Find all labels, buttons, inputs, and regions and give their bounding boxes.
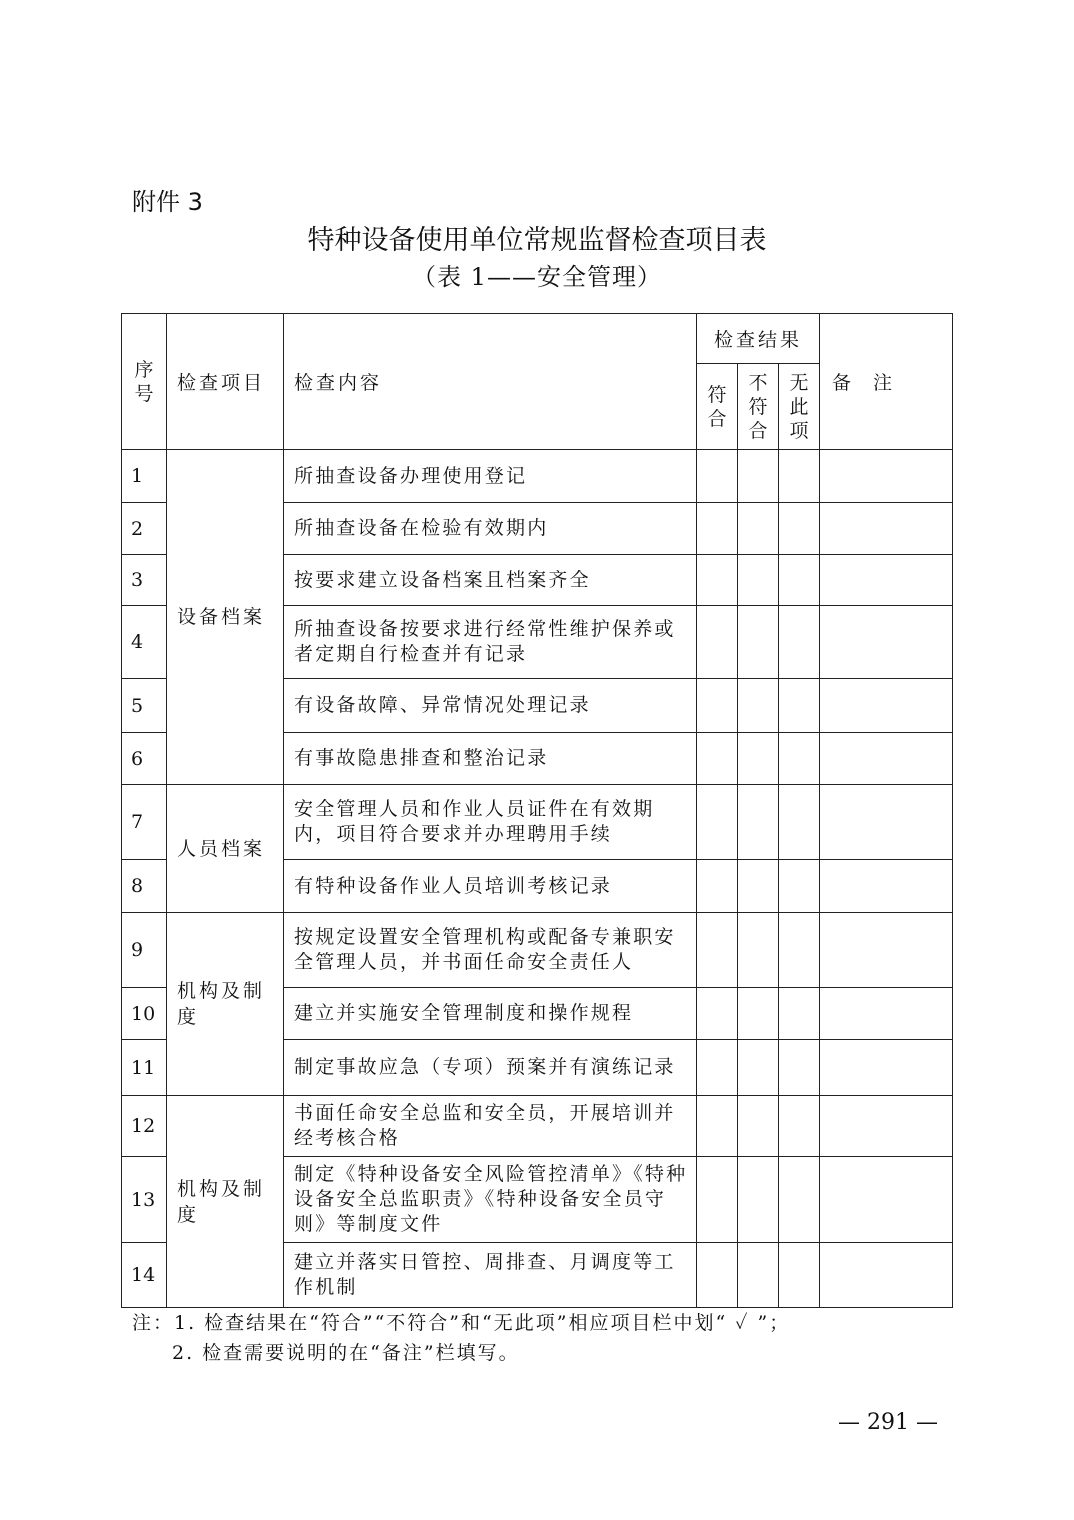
row-number: 1: [122, 450, 167, 503]
header-result: 检查结果: [697, 314, 820, 364]
note-cell[interactable]: [820, 503, 953, 555]
na-cell[interactable]: [779, 503, 820, 555]
note-line-2: 2. 检查需要说明的在“备注”栏填写。: [172, 1342, 520, 1364]
nonconform-cell[interactable]: [738, 555, 779, 606]
na-cell[interactable]: [779, 1157, 820, 1243]
nonconform-cell[interactable]: [738, 860, 779, 913]
note-cell[interactable]: [820, 606, 953, 679]
conform-cell[interactable]: [697, 988, 738, 1040]
inspection-table: [121, 313, 953, 1308]
na-cell[interactable]: [779, 450, 820, 503]
na-cell[interactable]: [779, 1040, 820, 1096]
row-content: 书面任命安全总监和安全员，开展培训并经考核合格: [284, 1096, 697, 1157]
conform-cell[interactable]: [697, 1096, 738, 1157]
na-cell[interactable]: [779, 1243, 820, 1308]
row-content: 所抽查设备在检验有效期内: [284, 503, 697, 555]
nonconform-cell[interactable]: [738, 1096, 779, 1157]
row-number: 9: [122, 913, 167, 988]
na-cell[interactable]: [779, 679, 820, 733]
na-cell[interactable]: [779, 785, 820, 860]
conform-cell[interactable]: [697, 913, 738, 988]
nonconform-cell[interactable]: [738, 988, 779, 1040]
nonconform-cell[interactable]: [738, 785, 779, 860]
note-cell[interactable]: [820, 555, 953, 606]
attachment-label: 附件 3: [132, 188, 203, 216]
na-cell[interactable]: [779, 988, 820, 1040]
note-cell[interactable]: [820, 785, 953, 860]
note-cell[interactable]: [820, 1040, 953, 1096]
row-number: 4: [122, 606, 167, 679]
header-note: 备 注: [820, 314, 953, 450]
na-cell[interactable]: [779, 913, 820, 988]
conform-cell[interactable]: [697, 679, 738, 733]
header-no: 序号: [122, 314, 167, 450]
header-na: 无此项: [779, 364, 820, 450]
na-cell[interactable]: [779, 733, 820, 785]
group-organization-system-2: 机构及制度: [167, 1096, 284, 1308]
nonconform-cell[interactable]: [738, 1157, 779, 1243]
table-row: [122, 1096, 953, 1157]
row-content: 有事故隐患排查和整治记录: [284, 733, 697, 785]
note-cell[interactable]: [820, 1243, 953, 1308]
row-number: 6: [122, 733, 167, 785]
conform-cell[interactable]: [697, 503, 738, 555]
row-content: 安全管理人员和作业人员证件在有效期内，项目符合要求并办理聘用手续: [284, 785, 697, 860]
row-content: 建立并落实日管控、周排查、月调度等工作机制: [284, 1243, 697, 1308]
page-title: 特种设备使用单位常规监督检查项目表: [307, 225, 767, 256]
row-number: 14: [122, 1243, 167, 1308]
page-number: — 291 —: [838, 1410, 938, 1435]
row-number: 7: [122, 785, 167, 860]
row-content: 建立并实施安全管理制度和操作规程: [284, 988, 697, 1040]
na-cell[interactable]: [779, 1096, 820, 1157]
na-cell[interactable]: [779, 606, 820, 679]
nonconform-cell[interactable]: [738, 606, 779, 679]
row-content: 按要求建立设备档案且档案齐全: [284, 555, 697, 606]
group-equipment-records: 设备档案: [167, 450, 284, 785]
row-content: 按规定设置安全管理机构或配备专兼职安全管理人员，并书面任命安全责任人: [284, 913, 697, 988]
row-number: 12: [122, 1096, 167, 1157]
header-item: 检查项目: [167, 314, 284, 450]
nonconform-cell[interactable]: [738, 503, 779, 555]
nonconform-cell[interactable]: [738, 733, 779, 785]
conform-cell[interactable]: [697, 555, 738, 606]
table-row: [122, 450, 953, 503]
nonconform-cell[interactable]: [738, 913, 779, 988]
row-number: 2: [122, 503, 167, 555]
note-cell[interactable]: [820, 860, 953, 913]
row-number: 5: [122, 679, 167, 733]
na-cell[interactable]: [779, 555, 820, 606]
header-nonconform: 不符合: [738, 364, 779, 450]
conform-cell[interactable]: [697, 733, 738, 785]
conform-cell[interactable]: [697, 860, 738, 913]
conform-cell[interactable]: [697, 1040, 738, 1096]
note-cell[interactable]: [820, 1157, 953, 1243]
nonconform-cell[interactable]: [738, 1243, 779, 1308]
table-notes: [132, 1308, 790, 1368]
note-cell[interactable]: [820, 679, 953, 733]
table-row: [122, 913, 953, 988]
row-number: 10: [122, 988, 167, 1040]
page-subtitle: （表 1——安全管理）: [412, 263, 662, 291]
na-cell[interactable]: [779, 860, 820, 913]
conform-cell[interactable]: [697, 1157, 738, 1243]
conform-cell[interactable]: [697, 785, 738, 860]
row-content: 有设备故障、异常情况处理记录: [284, 679, 697, 733]
row-content: 所抽查设备按要求进行经常性维护保养或者定期自行检查并有记录: [284, 606, 697, 679]
table-row: [122, 785, 953, 860]
row-number: 11: [122, 1040, 167, 1096]
nonconform-cell[interactable]: [738, 1040, 779, 1096]
row-content: 制定《特种设备安全风险管控清单》《特种设备安全总监职责》《特种设备安全员守则》等制度文件: [284, 1157, 697, 1243]
conform-cell[interactable]: [697, 1243, 738, 1308]
nonconform-cell[interactable]: [738, 450, 779, 503]
row-content: 有特种设备作业人员培训考核记录: [284, 860, 697, 913]
note-cell[interactable]: [820, 988, 953, 1040]
row-number: 8: [122, 860, 167, 913]
conform-cell[interactable]: [697, 606, 738, 679]
nonconform-cell[interactable]: [738, 679, 779, 733]
row-number: 3: [122, 555, 167, 606]
group-personnel-records: 人员档案: [167, 785, 284, 913]
note-cell[interactable]: [820, 733, 953, 785]
note-cell[interactable]: [820, 913, 953, 988]
note-cell[interactable]: [820, 1096, 953, 1157]
header-content: 检查内容: [284, 314, 697, 450]
conform-cell[interactable]: [697, 450, 738, 503]
note-cell[interactable]: [820, 450, 953, 503]
row-content: 所抽查设备办理使用登记: [284, 450, 697, 503]
row-content: 制定事故应急（专项）预案并有演练记录: [284, 1040, 697, 1096]
group-organization-system: 机构及制度: [167, 913, 284, 1096]
header-conform: 符合: [697, 364, 738, 450]
note-line-1: 注：1. 检查结果在“符合”“不符合”和“无此项”相应项目栏中划“ ✓ ”；: [132, 1312, 791, 1334]
row-number: 13: [122, 1157, 167, 1243]
